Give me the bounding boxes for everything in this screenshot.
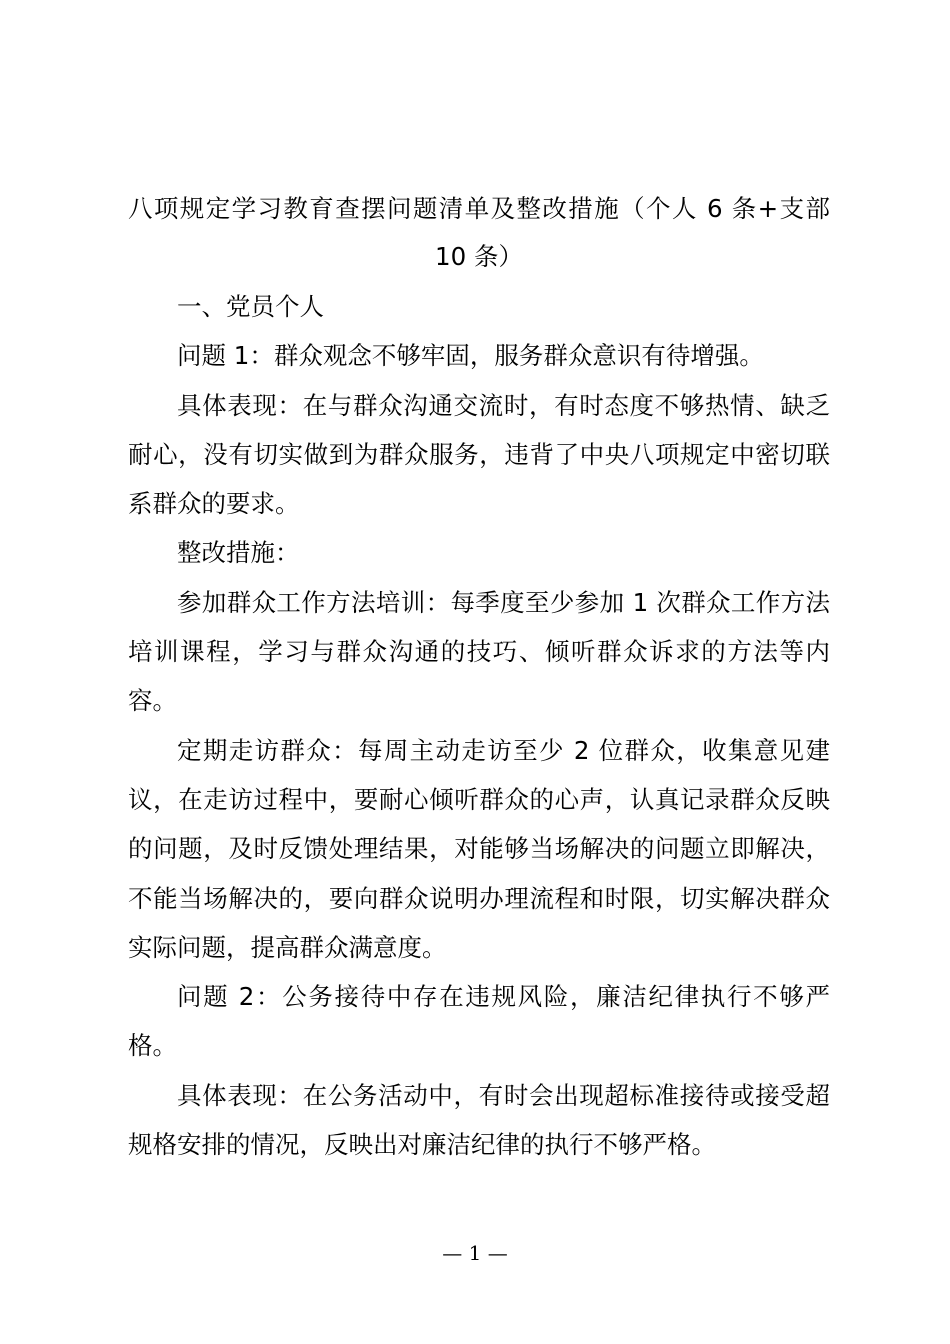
issue-2-title: 问题 2：公务接待中存在违规风险，廉洁纪律执行不够严格。 (128, 982, 830, 1061)
document-body (128, 282, 830, 1169)
page-number: — 1 — (442, 1241, 508, 1265)
measure-training: 参加群众工作方法培训：每季度至少参加 1 次群众工作方法培训课程，学习与群众沟通的技巧、倾听群众诉求的方法等内容。 (128, 587, 830, 716)
document-title: 八项规定学习教育查摆问题清单及整改措施（个人 6 条+支部 10 条） (128, 194, 830, 271)
rectification-measures-label: 整改措施： (177, 538, 300, 568)
issue-1-manifestation: 具体表现：在与群众沟通交流时，有时态度不够热情、缺乏耐心，没有切实做到为群众服务，违背了中央八项规定中密切联系群众的要求。 (128, 390, 830, 519)
section-heading: 一、党员个人 (177, 292, 324, 321)
issue-1-title: 问题 1：群众观念不够牢固，服务群众意识有待增强。 (177, 341, 764, 371)
issue-2-manifestation: 具体表现：在公务活动中，有时会出现超标准接待或接受超规格安排的情况，反映出对廉洁纪律的执行不够严格。 (128, 1080, 830, 1160)
measure-visits: 定期走访群众：每周主动走访至少 2 位群众，收集意见建议，在走访过程中，要耐心倾听群众的心声，认真记录群众反映的问题，及时反馈处理结果，对能够当场解决的问题立即解决，不能当场解决的，要向群众说明办理流程和时限，切实解决群众实际问题，提高群众满意度。 (128, 735, 830, 962)
